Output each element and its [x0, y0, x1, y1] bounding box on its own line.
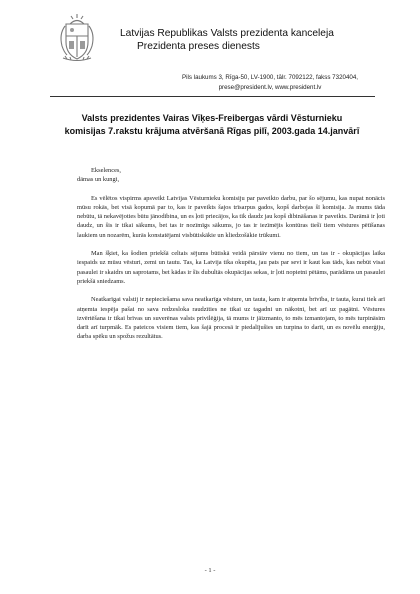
title-line-2: komisijas 7.rakstu krājuma atvēršanā Rīgas pilī, 2003.gada 14.janvārī	[64, 126, 360, 136]
organization-name	[120, 27, 400, 53]
paragraph: Es vēlētos vispirms apsveikt Latvijas Vēsturnieku komisiju par paveikto darbu, par šo sējumu, kas nupat nonācis mūsu rokās, bet visā kopumā par to, kas ir paveikts šajos trīsarpus gados, kopš darbojas šī komisija. Ja mums tāda nebūtu, tā nekavējoties būtu jānodibina, un es ļoti priecājos, ka tik daudz jau kopš dibināšanas ir paveikts. Darāmā ir ļoti daudz, un šis ir tikai sākums, bet tas ir nozīmīgs sākums, jo tas ir iezīmējis kontūras tiešī tiem vēstures pētīšanas laukiem un nozarēm, kurās konstatējami visbūtiskākie un kliedzošākie trūkumi.	[77, 194, 385, 239]
paragraph: Neatkarīgai valstij ir nepieciešama sava neatkarīga vēsture, un tauta, kam ir atņemta brīvība, ir tauta, kurai tiek arī atņemta iespēja pašai no sava redzesloka raudzīties ne tikai uz tagadni un nākotni, bet arī uz pagātni. Vēstures izvērtēšana ir tikai brīvas un suverēnas valsts privilēģija, tā mums ir jāizmanto, to mēs izmantojam, to mēs turpināsim darīt arī turpmāk. Es pateicos visiem tiem, kas šajā procesā ir piedalījušies un turpina to darīt, un es novēlu enerģiju, darba spēku un spožus rezultātus.	[77, 296, 385, 341]
paragraph: Man šķiet, ka šodien priekšā celtais sējums būtiskā veidā pārstāv vienu no tiem, un tas ir - okupācijas laika iespaids uz mūsu vēsturi, zemi un tautu. Tas, ka Latvija tika okupēta, jau pats par sevi ir kaut kas tāds, kas nebūt visai pasaulei ir skaidrs un saprotams, bet kādas ir šīs dubultās okupācijas sekas, ir ļoti nopietni pētāms, parādāms un pasaulei priekšā sniedzams.	[77, 250, 385, 285]
page-number: - 1 -	[204, 567, 216, 574]
header-divider	[50, 96, 375, 97]
title-line-1: Valsts prezidentes Vairas Vīķes-Freibergas vārdi Vēsturnieku	[81, 113, 343, 123]
contact-block	[170, 73, 370, 93]
document-title	[42, 112, 382, 138]
latvian-coat-of-arms-icon	[57, 12, 97, 64]
address-line: Pils laukums 3, Rīga-50, LV-1900, tālr. 7092122, fakss 7320404,	[182, 74, 358, 81]
contacts-line: prese@president.lv, www.president.lv	[218, 84, 322, 91]
speech-body	[77, 166, 385, 351]
org-line-2: Prezidenta preses dienests	[137, 41, 260, 52]
greeting-line: Ekselences,	[91, 167, 121, 174]
greeting-line: dāmas un kungi,	[77, 176, 120, 184]
org-line-1: Latvijas Republikas Valsts prezidenta kanceleja	[120, 28, 334, 39]
